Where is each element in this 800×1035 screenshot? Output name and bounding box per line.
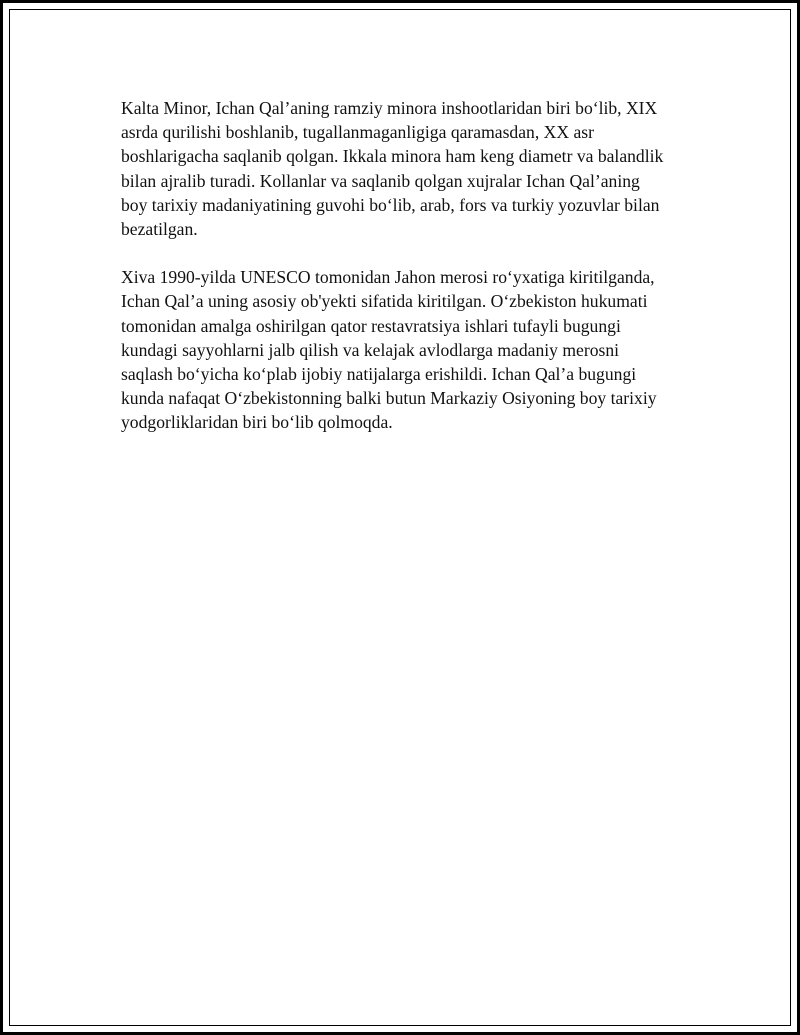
paragraph-unesco-heritage: Xiva 1990-yilda UNESCO tomonidan Jahon merosi ro‘yxatiga kiritilganda, Ichan Qal’a uning asosiy ob'yekti sifatida kiritilgan. O‘zbekiston hukumati tomonidan amalga oshirilgan qator restavratsiya ishlari tufayli bugungi kundagi sayyohlarni jalb qilish va kelajak avlodlarga madaniy merosni saqlash bo‘yicha ko‘plab ijobiy natijalarga erishildi. Ichan Qal’a bugungi kunda nafaqat O‘zbekistonning balki butun Markaziy Osiyoning boy tarixiy yodgorliklaridan biri bo‘lib qolmoqda.	[121, 267, 657, 433]
paragraph-kalta-minor: Kalta Minor, Ichan Qal’aning ramziy minora inshootlaridan biri bo‘lib, XIX asrda qurilishi boshlanib, tugallanmaganligiga qaramasdan, XX asr boshlarigacha saqlanib qolgan. Ikkala minora ham keng diametr va balandlik bilan ajralib turadi. Kollanlar va saqlanib qolgan xujralar Ichan Qal’aning boy tarixiy madaniyatining guvohi bo‘lib, arab, fors va turkiy yozuvlar bilan bezatilgan.	[121, 98, 664, 240]
document-body	[121, 96, 696, 435]
